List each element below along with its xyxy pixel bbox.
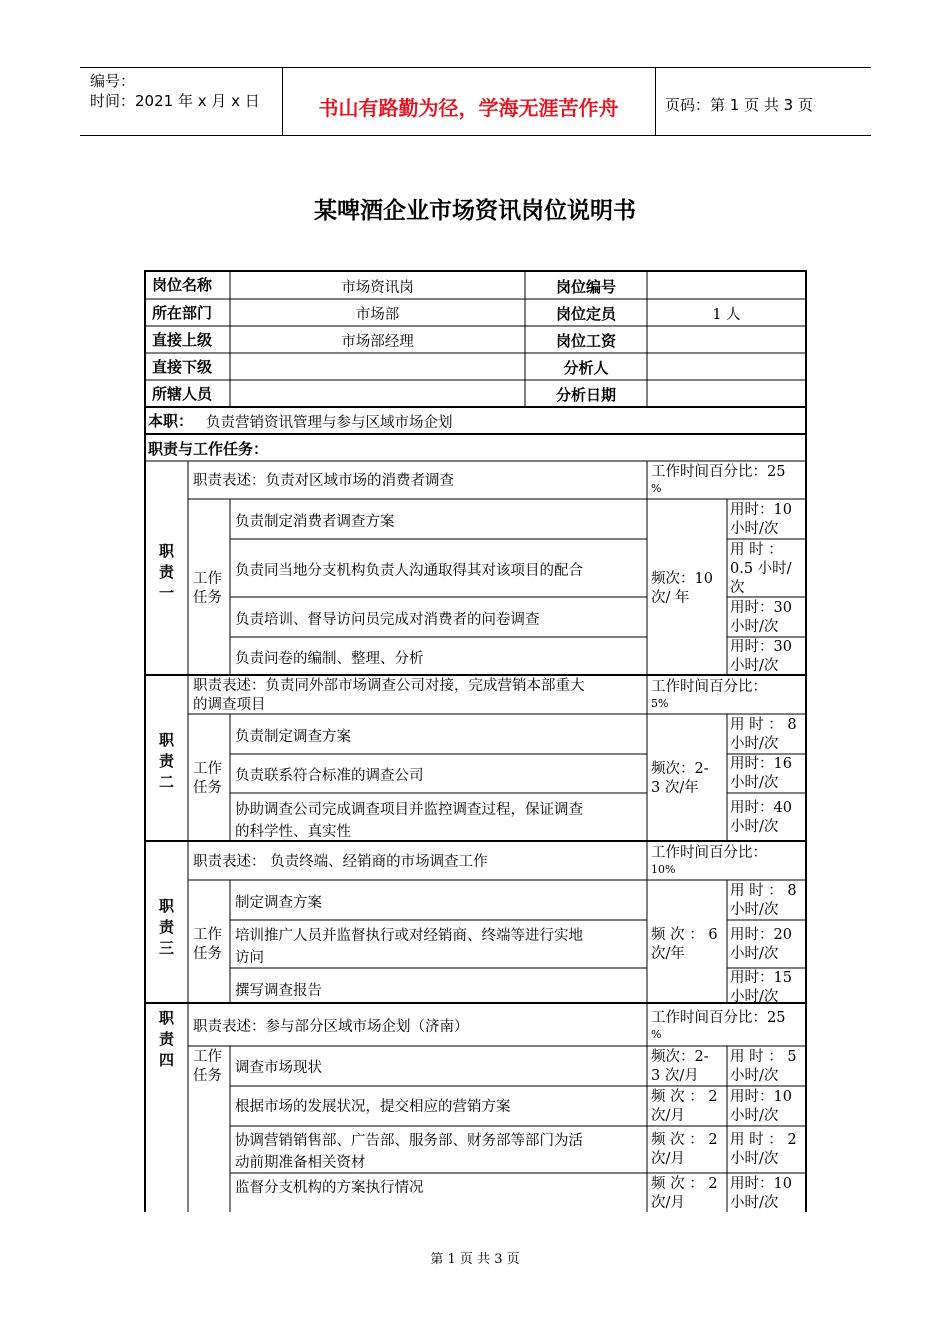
duty-2-task-3: 协助调查公司完成调查项目并监控调查过程，保证调查 的科学性、真实性 — [235, 802, 583, 840]
duty-2-task-1: 负责制定调查方案 — [235, 729, 351, 745]
duty-4-statement: 职责表述：参与部分区域市场企划（济南） — [193, 1019, 469, 1035]
duty-4-task-label: 工作 任务 — [193, 1049, 222, 1084]
dept-value: 市场部 — [355, 307, 400, 323]
duty-2-percent: 工作时间百分比： 5% — [651, 679, 767, 710]
header-motto: 书山有路勤为径，学海无涯苦作舟 — [318, 96, 619, 120]
date-label: 分析日期 — [555, 386, 616, 404]
duty-3-task-3-time: 用时：15 小时/次 — [730, 970, 792, 1005]
duty-4-task-3-time: 用 时 ： 2 小时/次 — [730, 1132, 797, 1167]
duty-2-task-2: 负责联系符合标准的调查公司 — [235, 768, 424, 784]
duty-3-task-1-time: 用 时 ： 8 小时/次 — [730, 883, 797, 918]
duty-4-label: 职 责 四 — [158, 1009, 174, 1069]
duty-3-label: 职 责 三 — [158, 897, 174, 957]
document-title: 某啤酒企业市场资讯岗位说明书 — [314, 198, 636, 224]
duty-1-task-1: 负责制定消费者调查方案 — [235, 514, 395, 530]
salary-label: 岗位工资 — [555, 332, 616, 350]
duty-4-task-2: 根据市场的发展状况，提交相应的营销方案 — [235, 1099, 511, 1115]
duty-1-frequency: 频次：10 次/ 年 — [651, 571, 713, 606]
analyst-label: 分析人 — [563, 359, 609, 377]
duty-1-statement: 职责表述：负责对区域市场的消费者调查 — [193, 473, 454, 489]
header-code: 编号： — [90, 72, 136, 90]
duty-2-task-3-time: 用时：40 小时/次 — [730, 800, 792, 835]
duty-3-task-2: 培训推广人员并监督执行或对经销商、终端等进行实地 访问 — [235, 928, 583, 966]
post-name-value: 市场资讯岗 — [341, 280, 414, 296]
page-footer: 第 1 页 共 3 页 — [430, 1252, 520, 1267]
duty-4-task-2-time: 用时：10 小时/次 — [730, 1089, 792, 1124]
superior-value: 市场部经理 — [341, 334, 414, 350]
duty-1-task-label: 工作 任务 — [193, 571, 222, 606]
duty-1-task-2-time: 用 时 ： 0.5 小时/ 次 — [730, 542, 792, 596]
duty-4-task-2-frequency: 频 次 ： 2 次/月 — [651, 1089, 718, 1124]
duty-1-task-4: 负责问卷的编制、整理、分析 — [235, 651, 424, 667]
duty-4-task-1: 调查市场现状 — [235, 1060, 322, 1076]
quota-label: 岗位定员 — [555, 305, 616, 323]
duty-1-task-3-time: 用时：30 小时/次 — [730, 600, 792, 635]
duty-1-percent: 工作时间百分比：25 % — [651, 464, 786, 495]
post-name-label: 岗位名称 — [152, 276, 213, 294]
duty-3-statement: 职责表述： 负责终端、经销商的市场调查工作 — [193, 854, 488, 870]
duty-3-task-label: 工作 任务 — [193, 927, 222, 962]
duty-1-task-1-time: 用时：10 小时/次 — [730, 502, 792, 537]
duty-4-task-1-time: 用 时 ： 5 小时/次 — [730, 1049, 797, 1084]
duty-3-task-2-time: 用时：20 小时/次 — [730, 927, 792, 962]
duty-3-task-1: 制定调查方案 — [235, 895, 322, 911]
dept-label: 所在部门 — [152, 304, 213, 322]
duty-main-value: 负责营销资讯管理与参与区域市场企划 — [206, 415, 453, 431]
duty-4-task-4-frequency: 频 次 ： 2 次/月 — [651, 1176, 718, 1211]
duty-4-percent: 工作时间百分比：25 % — [651, 1010, 786, 1041]
staff-label: 所辖人员 — [152, 385, 213, 403]
duty-1-task-3: 负责培训、督导访问员完成对消费者的问卷调查 — [235, 612, 540, 628]
duty-3-percent: 工作时间百分比： 10% — [651, 845, 767, 876]
duty-3-frequency: 频 次 ： 6 次/年 — [651, 927, 718, 962]
duty-2-statement: 职责表述：负责同外部市场调查公司对接，完成营销本部重大 的调查项目 — [193, 678, 585, 713]
duty-main-label: 本职： — [148, 412, 194, 430]
duty-2-task-label: 工作 任务 — [193, 761, 222, 796]
duty-1-task-4-time: 用时：30 小时/次 — [730, 639, 792, 674]
duty-1-task-2: 负责同当地分支机构负责人沟通取得其对该项目的配合 — [235, 563, 583, 579]
duty-3-task-3: 撰写调查报告 — [235, 983, 322, 999]
header-page-number: 页码：第 1 页 共 3 页 — [665, 96, 813, 114]
post-no-label: 岗位编号 — [555, 278, 616, 296]
tasks-heading: 职责与工作任务： — [148, 440, 269, 458]
subordinate-label: 直接下级 — [152, 358, 213, 376]
duty-2-task-2-time: 用时：16 小时/次 — [730, 756, 792, 791]
header-time: 时间：2021 年 x 月 x 日 — [90, 92, 260, 110]
duty-2-label: 职 责 二 — [158, 731, 174, 791]
quota-value: 1 人 — [712, 307, 741, 323]
duty-4-task-4-time: 用时：10 小时/次 — [730, 1176, 792, 1211]
superior-label: 直接上级 — [152, 331, 213, 349]
duty-4-task-1-frequency: 频次：2- 3 次/月 — [651, 1049, 709, 1084]
duty-1-label: 职 责 一 — [158, 542, 174, 602]
duty-4-task-3: 协调营销销售部、广告部、服务部、财务部等部门为活 动前期准备相关资材 — [235, 1133, 583, 1171]
duty-2-task-1-time: 用 时 ： 8 小时/次 — [730, 717, 797, 752]
duty-2-frequency: 频次：2- 3 次/年 — [651, 761, 709, 796]
duty-4-task-4: 监督分支机构的方案执行情况 — [235, 1180, 424, 1196]
duty-4-task-3-frequency: 频 次 ： 2 次/月 — [651, 1132, 718, 1167]
